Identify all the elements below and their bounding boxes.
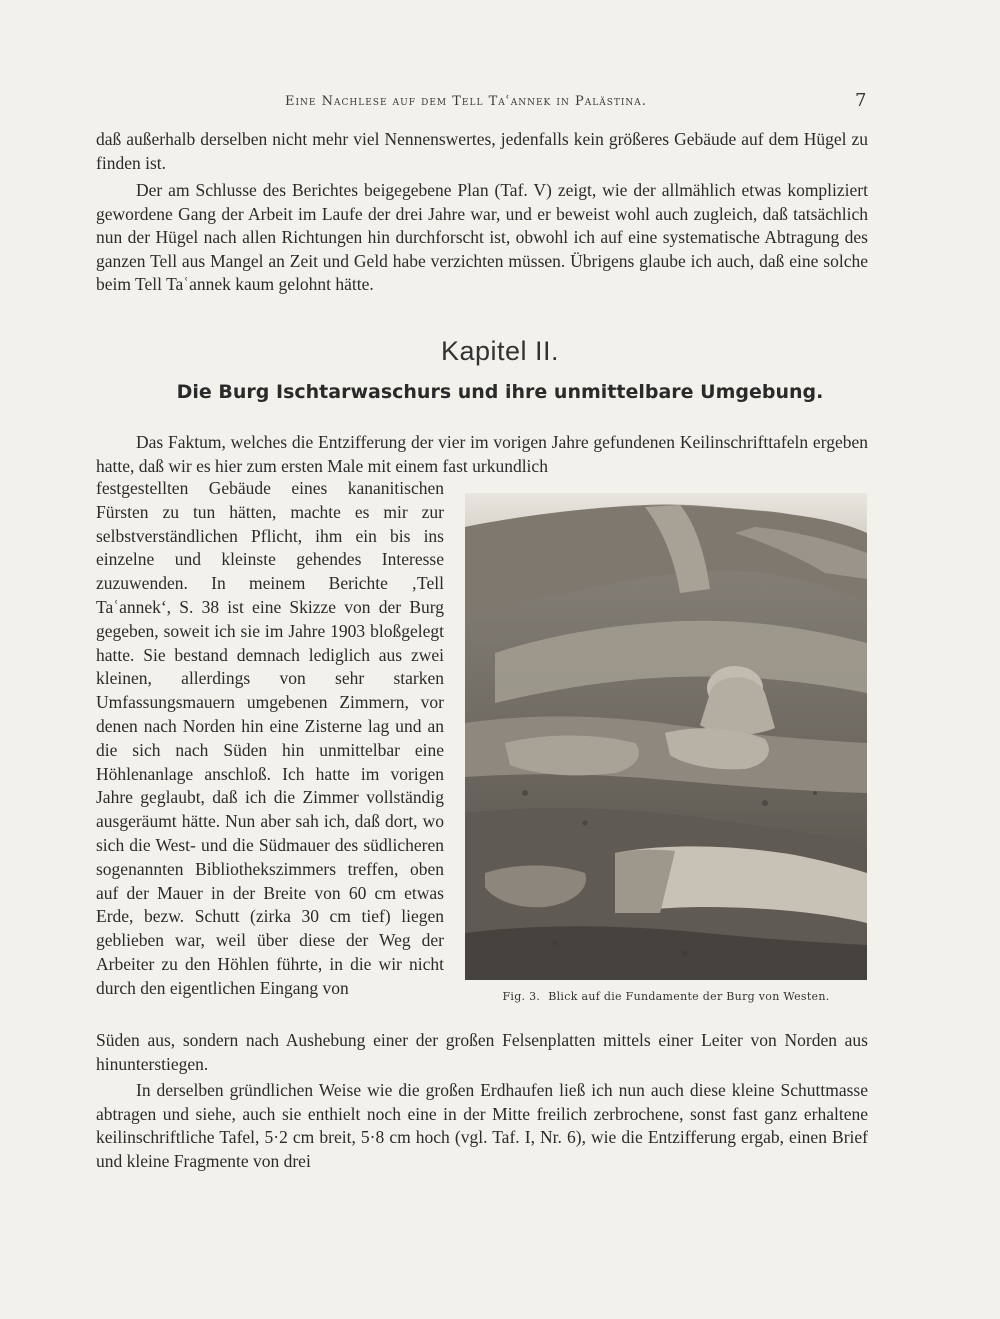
section-title: Die Burg Ischtarwaschurs und ihre unmittelbare Umgebung. <box>176 381 824 403</box>
paragraph-plan: Der am Schlusse des Berichtes beigegebene Plan (Taf. V) zeigt, wie der allmählich etwas kompliziert gewordene Gang der Arbeit im Laufe der drei Jahre war, und er beweist wohl auch zugleich, daß tatsächlich nun der Hügel nach allen Richtungen hin durchforscht ist, obwohl ich auf eine systematische Abtragung des ganzen Tell aus Mangel an Zeit und Geld habe verzichten müssen. Übrigens glaube ich auch, daß eine solche beim Tell Taʿannek kaum gelohnt hätte. <box>96 180 868 295</box>
excavation-photograph <box>465 493 867 980</box>
figure-label: Fig. 3. <box>502 990 541 1003</box>
photo-illustration <box>465 493 867 980</box>
paragraph-faktum-intro: Das Faktum, welches die Entzifferung der vier im vorigen Jahre gefundenen Keilinschrifttafeln ergeben hatte, daß wir es hier zum ersten Male mit einem fast urkundlich <box>96 432 868 476</box>
running-head: Eine Nachlese auf dem Tell Taʿannek in Palästina. <box>285 94 647 109</box>
figure-caption-text: Blick auf die Fundamente der Burg von Westen. <box>548 990 830 1003</box>
paragraph-faktum-end: Süden aus, sondern nach Aushebung einer der großen Felsenplatten mittels einer Leiter von Norden aus hinunterstiegen. <box>96 1030 868 1074</box>
chapter-title: Kapitel II. <box>440 336 560 366</box>
paragraph-faktum-column: festgestellten Gebäude eines kananitischen Fürsten zu tun hätten, machte es mir zur selbstverständlichen Pflicht, ihm ein bis ins einzelne und kleinste gehendes Interesse zuzuwenden. In meinem Berichte ‚Tell Taʿannek‘, S. 38 ist eine Skizze von der Burg gegeben, soweit ich sie im Jahre 1903 bloßgelegt hatte. Sie bestand demnach lediglich aus zwei kleinen, allerdings von sehr starken Umfassungsmauern umgebenen Zimmern, vor denen nach Norden hin eine Zisterne lag und an die sich nach Süden hin unmittelbar eine Höhlenanlage anschloß. Ich hatte im vorigen Jahre geglaubt, daß ich die Zimmer vollständig ausgeräumt hätte. Nun aber sah ich, daß dort, wo sich die West- und die Südmauer des südlicheren sogenannten Bibliothekszimmers treffen, oben auf der Mauer in der Breite von 60 cm etwas Erde, bezw. Schutt (zirka 30 cm tief) liegen geblieben war, weil über diese der Weg der Arbeiter zu den Höhlen führte, in die wir nicht durch den eigentlichen Eingang von <box>96 478 444 998</box>
paragraph-tablet: In derselben gründlichen Weise wie die großen Erdhaufen ließ ich nun auch diese kleine Schuttmasse abtragen und siehe, auch sie enthielt noch eine in der Mitte freilich zerbrochene, sonst fast ganz erhaltene keilinschriftliche Tafel, 5·2 cm breit, 5·8 cm hoch (vgl. Taf. I, Nr. 6), wie die Entzifferung ergab, einen Brief und kleine Fragmente von drei <box>96 1080 868 1171</box>
figure-caption <box>465 990 867 1003</box>
paragraph-continuation: daß außerhalb derselben nicht mehr viel Nennenswertes, jedenfalls kein größeres Gebäude auf dem Hügel zu finden ist. <box>96 129 868 173</box>
page-number: 7 <box>855 90 867 111</box>
